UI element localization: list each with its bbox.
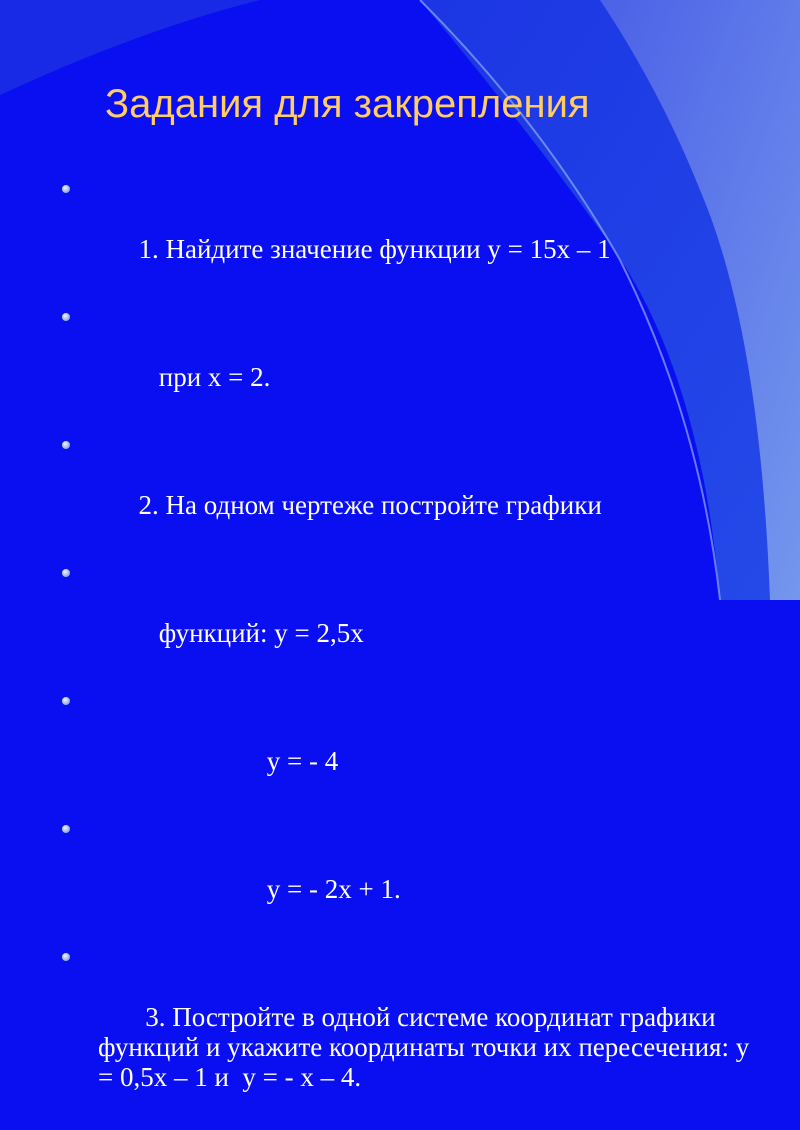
bullet-icon: [62, 953, 70, 961]
list-item: [62, 814, 762, 934]
list-item: [62, 942, 762, 1122]
list-item-text: при х = 2.: [138, 362, 271, 392]
bullet-icon: [62, 185, 70, 193]
bullet-icon: [62, 697, 70, 705]
list-item-text: 1. Найдите значение функции у = 15х – 1: [138, 234, 611, 264]
list-item: [62, 302, 762, 422]
list-item: [62, 430, 762, 550]
bullet-icon: [62, 825, 70, 833]
list-item-text: функций: у = 2,5х: [138, 618, 364, 648]
bullet-icon: [62, 441, 70, 449]
list-item: [62, 174, 762, 294]
bullet-icon: [62, 313, 70, 321]
list-item-text: 3. Постройте в одной системе координат графики функций и укажите координаты точки их пересечения: у = 0,5х – 1 и у = - х – 4.: [98, 1002, 756, 1092]
bullet-icon: [62, 569, 70, 577]
list-item: [62, 558, 762, 678]
list-item-text: у = - 2х + 1.: [138, 874, 401, 904]
list-item: [62, 686, 762, 806]
list-item-text: 2. На одном чертеже постройте графики: [138, 490, 602, 520]
task-list: [62, 174, 762, 1130]
slide-title: Задания для закрепления: [105, 82, 590, 126]
list-item-text: у = - 4: [138, 746, 339, 776]
